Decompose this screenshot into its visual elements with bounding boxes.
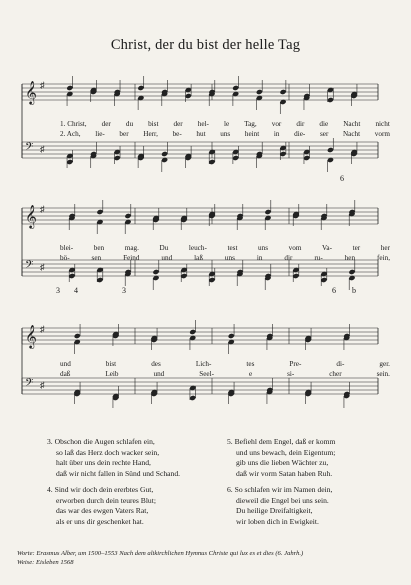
lyric-syllable: cher — [329, 370, 342, 378]
lyric-syllable: mag. — [124, 244, 139, 252]
verse-line: 6. So schlafen wir im Namen dein, — [227, 485, 333, 494]
lyric-syllable: e — [248, 370, 253, 378]
key-signature-sharp-icon: ♯ — [40, 144, 45, 154]
verse-line: so laß das Herz doch wacker sein, — [56, 447, 160, 457]
lyric-syllable: die- — [294, 130, 306, 138]
lyric-syllable: Herr, — [143, 130, 158, 138]
lyric-syllable: du — [125, 120, 134, 128]
verse-line: dieweil die Engel bei uns sein. — [236, 495, 329, 505]
lyric-syllable: vom — [288, 244, 302, 252]
lyric-line-verse-1 — [60, 120, 390, 128]
lyric-line-verse-1 — [60, 360, 390, 368]
treble-clef-icon: 𝄞 — [25, 324, 37, 348]
lyric-syllable: Lich- — [195, 360, 212, 368]
lyric-syllable: daß — [60, 370, 71, 378]
lyric-line-verse-2 — [60, 130, 390, 138]
verses-left-column — [47, 437, 217, 533]
key-signature-sharp-icon: ♯ — [40, 262, 45, 272]
key-signature-sharp-icon: ♯ — [40, 204, 45, 214]
verse-line: erworben durch dein teures Blut; — [56, 495, 156, 505]
lyric-syllable: vor — [271, 120, 282, 128]
lyric-syllable: ru- — [314, 254, 323, 262]
lyric-syllable: sein. — [376, 370, 390, 378]
lyric-syllable: ben — [93, 244, 105, 252]
bass-clef-icon: 𝄢 — [25, 377, 34, 392]
lyric-syllable: heint — [244, 130, 260, 138]
treble-staff — [22, 200, 378, 234]
bass-clef-icon: 𝄢 — [25, 259, 34, 274]
verse-line: daß wir vorm Satan haben Ruh. — [236, 468, 333, 478]
lyric-syllable: lie- — [95, 130, 105, 138]
lyric-syllable: Feind — [123, 254, 140, 262]
lyric-syllable: in — [273, 130, 280, 138]
lyric-syllable: Nacht — [343, 120, 361, 128]
lyric-syllable: ger. — [379, 360, 390, 368]
treble-clef-icon: 𝄞 — [25, 204, 37, 228]
lyric-syllable: und — [60, 360, 71, 368]
figured-bass-6: 6 — [340, 174, 344, 183]
verse-line: halt über uns dein rechte Hand, — [56, 458, 151, 467]
lyric-syllable: ser — [319, 130, 329, 138]
lyric-syllable: hut — [196, 130, 206, 138]
lyric-syllable: tes — [246, 360, 255, 368]
lyric-syllable: test — [227, 244, 238, 252]
lyric-syllable: ber — [119, 130, 129, 138]
figured-bass-4: 4 — [74, 286, 78, 295]
lyric-syllable: 2. Ach, — [60, 130, 81, 138]
footnote-tune: Weise: Eisleben 1568 — [17, 559, 74, 566]
treble-staff — [22, 320, 378, 354]
footnote — [17, 549, 397, 567]
lyric-syllable: si- — [287, 370, 295, 378]
lyric-syllable: di- — [336, 360, 345, 368]
hymn-title: Christ, der du bist der helle Tag — [110, 37, 301, 53]
lyric-syllable: die — [319, 120, 329, 128]
verse-line: 4. Sind wir doch dein ererbtes Gut, — [47, 485, 154, 494]
lyric-syllable: und — [161, 254, 173, 262]
verses-right-column — [227, 437, 402, 533]
music-system-1 — [18, 78, 396, 188]
bass-staff — [22, 138, 378, 172]
key-signature-sharp-icon: ♯ — [40, 324, 45, 334]
lyric-syllable: hen — [344, 254, 356, 262]
lyric-syllable: Leib — [105, 370, 119, 378]
lyric-syllable: Pre- — [289, 360, 302, 368]
lyric-syllable: bist — [148, 120, 159, 128]
footnote-words: Worte: Erasmus Alber, um 1500–1553 Nach dem altkirchlichen Hymnus Christe qui lux es et dies (6. Jahrh.) — [17, 550, 304, 557]
bass-staff — [22, 377, 378, 408]
verse-stanza — [47, 485, 217, 527]
lyric-syllable: uns — [224, 254, 235, 262]
lyric-syllable: le — [223, 120, 230, 128]
lyric-syllable: uns — [220, 130, 231, 138]
lyric-syllable: nicht — [375, 120, 390, 128]
lyric-line-verse-1 — [60, 244, 390, 252]
lyric-syllable: Seel- — [199, 370, 214, 378]
key-signature-sharp-icon: ♯ — [40, 380, 45, 390]
verse-stanza — [227, 437, 402, 479]
lyric-syllable: her — [380, 244, 390, 252]
lyric-syllable: laß — [194, 254, 203, 262]
lyric-line-verse-2 — [60, 254, 390, 262]
lyric-syllable: fein, — [377, 254, 390, 262]
verse-line: und uns bewach, dein Eigentum; — [236, 447, 336, 457]
figured-bass-flat: b — [352, 286, 356, 295]
verse-stanza — [227, 485, 402, 527]
lyric-syllable: dir — [296, 120, 305, 128]
lyric-syllable: sen — [91, 254, 102, 262]
lyric-syllable: Tag, — [244, 120, 257, 128]
lyric-syllable: des — [151, 360, 161, 368]
lyric-syllable: der — [101, 120, 111, 128]
lyric-syllable: Nacht — [342, 130, 361, 138]
treble-clef-icon: 𝄞 — [25, 80, 37, 104]
verse-line: das war des ewgen Vaters Rat, — [56, 506, 149, 515]
verse-line: 5. Befiehl dem Engel, daß er komm — [227, 437, 336, 446]
lyric-syllable: hel- — [197, 120, 209, 128]
key-signature-sharp-icon: ♯ — [40, 80, 45, 90]
lyric-syllable: blei- — [60, 244, 74, 252]
music-system-3 — [18, 320, 396, 415]
lyric-syllable: bö- — [60, 254, 70, 262]
treble-staff — [22, 76, 378, 114]
figured-bass-3b: 3 — [122, 286, 126, 295]
verse-line: Du heilige Dreifaltigkeit, — [236, 506, 313, 515]
bass-clef-icon: 𝄢 — [25, 141, 34, 156]
lyric-syllable: ter — [352, 244, 361, 252]
verse-line: als er uns dir geschenket hat. — [56, 516, 144, 526]
figured-bass-3: 3 — [56, 286, 60, 295]
lyric-syllable: der — [173, 120, 183, 128]
verse-line: daß wir nicht fallen in Sünd und Schand. — [56, 468, 181, 478]
lyric-syllable: 1. Christ, — [60, 120, 87, 128]
lyric-syllable: Va- — [322, 244, 332, 252]
verse-line: gib uns die lieben Wächter zu, — [236, 458, 329, 467]
lyric-syllable: be- — [172, 130, 182, 138]
lyric-syllable: vorm — [374, 130, 390, 138]
lyric-syllable: dir — [284, 254, 293, 262]
music-system-2 — [18, 200, 396, 310]
verse-line: 3. Obschon die Augen schlafen ein, — [47, 437, 155, 446]
lyric-line-verse-2 — [60, 370, 390, 378]
figured-bass-6b: 6 — [332, 286, 336, 295]
lyric-syllable: und — [153, 370, 165, 378]
verse-stanza — [47, 437, 217, 479]
lyric-syllable: Du — [159, 244, 169, 252]
verse-line: wir loben dich in Ewigkeit. — [236, 516, 319, 526]
lyric-syllable: in — [256, 254, 263, 262]
lyric-syllable: uns — [258, 244, 269, 252]
lyric-syllable: bist — [105, 360, 117, 368]
lyric-syllable: leuch- — [188, 244, 207, 252]
